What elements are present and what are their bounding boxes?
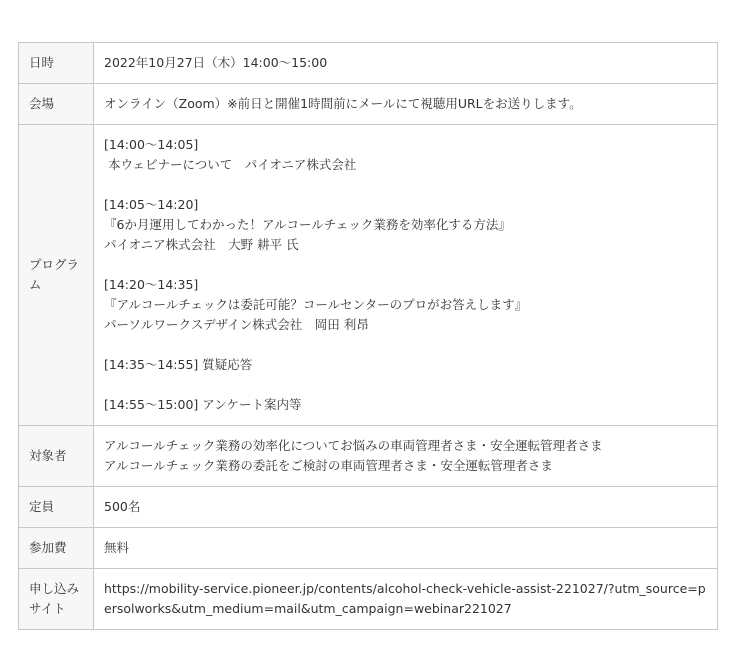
program-item-2-speaker: パイオニア株式会社 大野 耕平 氏: [104, 237, 299, 252]
program-item-3-speaker: パーソルワークスデザイン株式会社 岡田 利昂: [104, 317, 369, 332]
program-item-4: [104, 355, 709, 375]
row-capacity: [19, 487, 718, 528]
row-datetime: [19, 43, 718, 84]
value-program: [94, 125, 718, 426]
program-item-5-line: [14:55～15:00] アンケート案内等: [104, 397, 302, 412]
label-signup: 申し込みサイト: [19, 569, 94, 630]
program-item-3-title: 『アルコールチェックは委託可能？コールセンターのプロがお答えします』: [104, 297, 528, 312]
event-info-table: [18, 42, 718, 630]
row-audience: [19, 426, 718, 487]
program-item-4-line: [14:35～14:55] 質疑応答: [104, 357, 253, 372]
program-item-3: [104, 275, 709, 335]
value-venue: オンライン（Zoom）※前日と開催1時間前にメールにて視聴用URLをお送りします。: [94, 84, 718, 125]
signup-url-link[interactable]: https://mobility-service.pioneer.jp/contents/alcohol-check-vehicle-assist-221027/?utm_source=persolworks&utm_medium=mail&utm_campaign=webinar221027: [104, 581, 706, 616]
value-datetime: 2022年10月27日（木）14:00～15:00: [94, 43, 718, 84]
row-venue: [19, 84, 718, 125]
value-signup: [94, 569, 718, 630]
program-item-1: [104, 135, 709, 175]
label-fee: 参加費: [19, 528, 94, 569]
row-program: [19, 125, 718, 426]
program-item-1-title: 本ウェビナーについて パイオニア株式会社: [104, 157, 357, 172]
program-item-3-time: [14:20～14:35]: [104, 277, 199, 292]
row-fee: [19, 528, 718, 569]
audience-line-1: アルコールチェック業務の効率化についてお悩みの車両管理者さま・安全運転管理者さま: [104, 438, 603, 453]
value-audience: [94, 426, 718, 487]
program-item-5: [104, 395, 709, 415]
value-capacity: 500名: [94, 487, 718, 528]
program-item-2-title: 『6か月運用してわかった！アルコールチェック業務を効率化する方法』: [104, 217, 511, 232]
program-item-2: [104, 195, 709, 255]
label-venue: 会場: [19, 84, 94, 125]
audience-line-2: アルコールチェック業務の委託をご検討の車両管理者さま・安全運転管理者さま: [104, 458, 553, 473]
row-signup: [19, 569, 718, 630]
label-datetime: 日時: [19, 43, 94, 84]
program-item-1-time: [14:00～14:05]: [104, 137, 199, 152]
label-capacity: 定員: [19, 487, 94, 528]
program-item-2-time: [14:05～14:20]: [104, 197, 199, 212]
label-audience: 対象者: [19, 426, 94, 487]
value-fee: 無料: [94, 528, 718, 569]
label-program: プログラム: [19, 125, 94, 426]
